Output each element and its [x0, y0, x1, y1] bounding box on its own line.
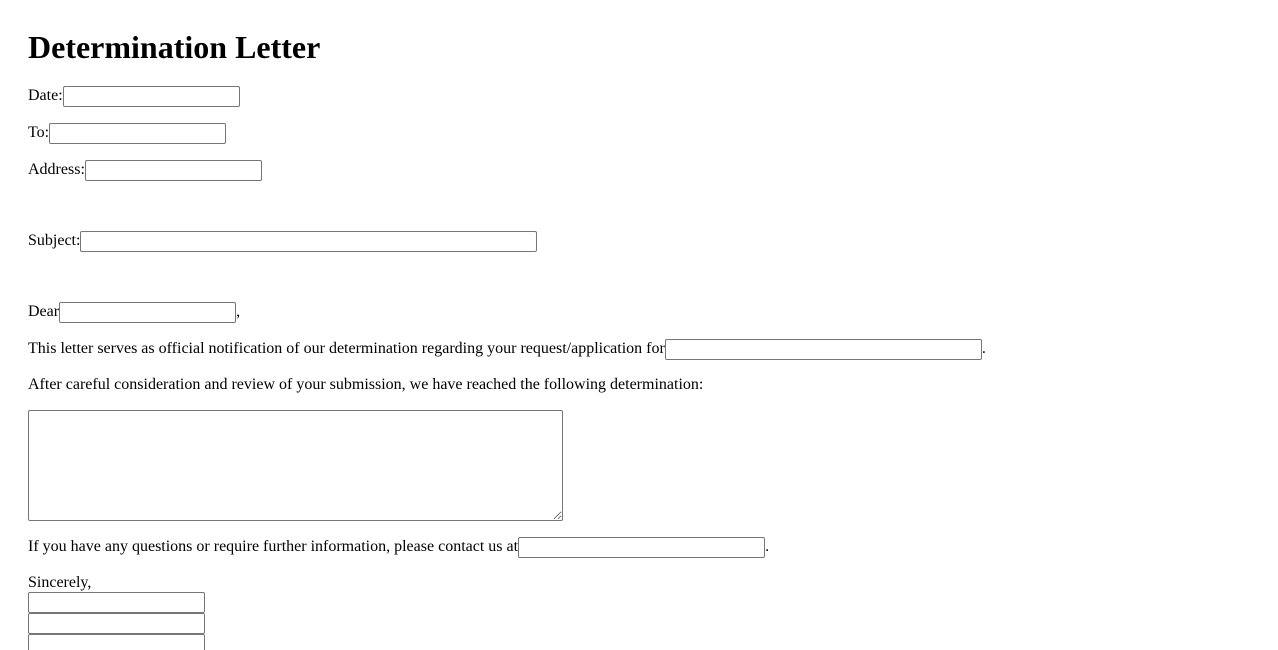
notification-period: . [981, 340, 986, 357]
salutation-row [28, 301, 240, 323]
determination-textarea[interactable] [28, 410, 563, 521]
signature-line-1[interactable] [28, 592, 205, 613]
review-text: After careful consideration and review of your submission, we have reached the following determination: [28, 376, 704, 393]
date-row [28, 85, 240, 107]
notification-text: This letter serves as official notification of our determination regarding your request/application for [28, 340, 665, 357]
to-field[interactable] [49, 123, 226, 144]
address-label: Address: [28, 161, 85, 178]
signature-line-2[interactable] [28, 613, 205, 634]
to-row [28, 122, 226, 144]
page-title: Determination Letter [28, 29, 321, 65]
notification-row [28, 338, 986, 360]
subject-label: Subject: [28, 232, 81, 249]
subject-field[interactable] [80, 231, 537, 252]
request-application-field[interactable] [665, 339, 982, 360]
to-label: To: [28, 124, 50, 141]
contact-period: . [765, 538, 770, 555]
contact-field[interactable] [518, 537, 765, 558]
salutation-comma: , [236, 303, 241, 320]
date-label: Date: [28, 87, 63, 104]
contact-text: If you have any questions or require further information, please contact us at [28, 538, 519, 555]
sincerely-label: Sincerely, [28, 574, 92, 591]
recipient-name-field[interactable] [59, 302, 236, 323]
signature-line-3[interactable] [28, 634, 205, 650]
date-field[interactable] [63, 86, 240, 107]
dear-label: Dear [28, 303, 60, 320]
review-row [28, 374, 703, 396]
contact-row [28, 536, 769, 558]
sincerely-row [28, 572, 91, 594]
address-field[interactable] [85, 160, 262, 181]
address-row [28, 159, 262, 181]
subject-row [28, 230, 537, 252]
